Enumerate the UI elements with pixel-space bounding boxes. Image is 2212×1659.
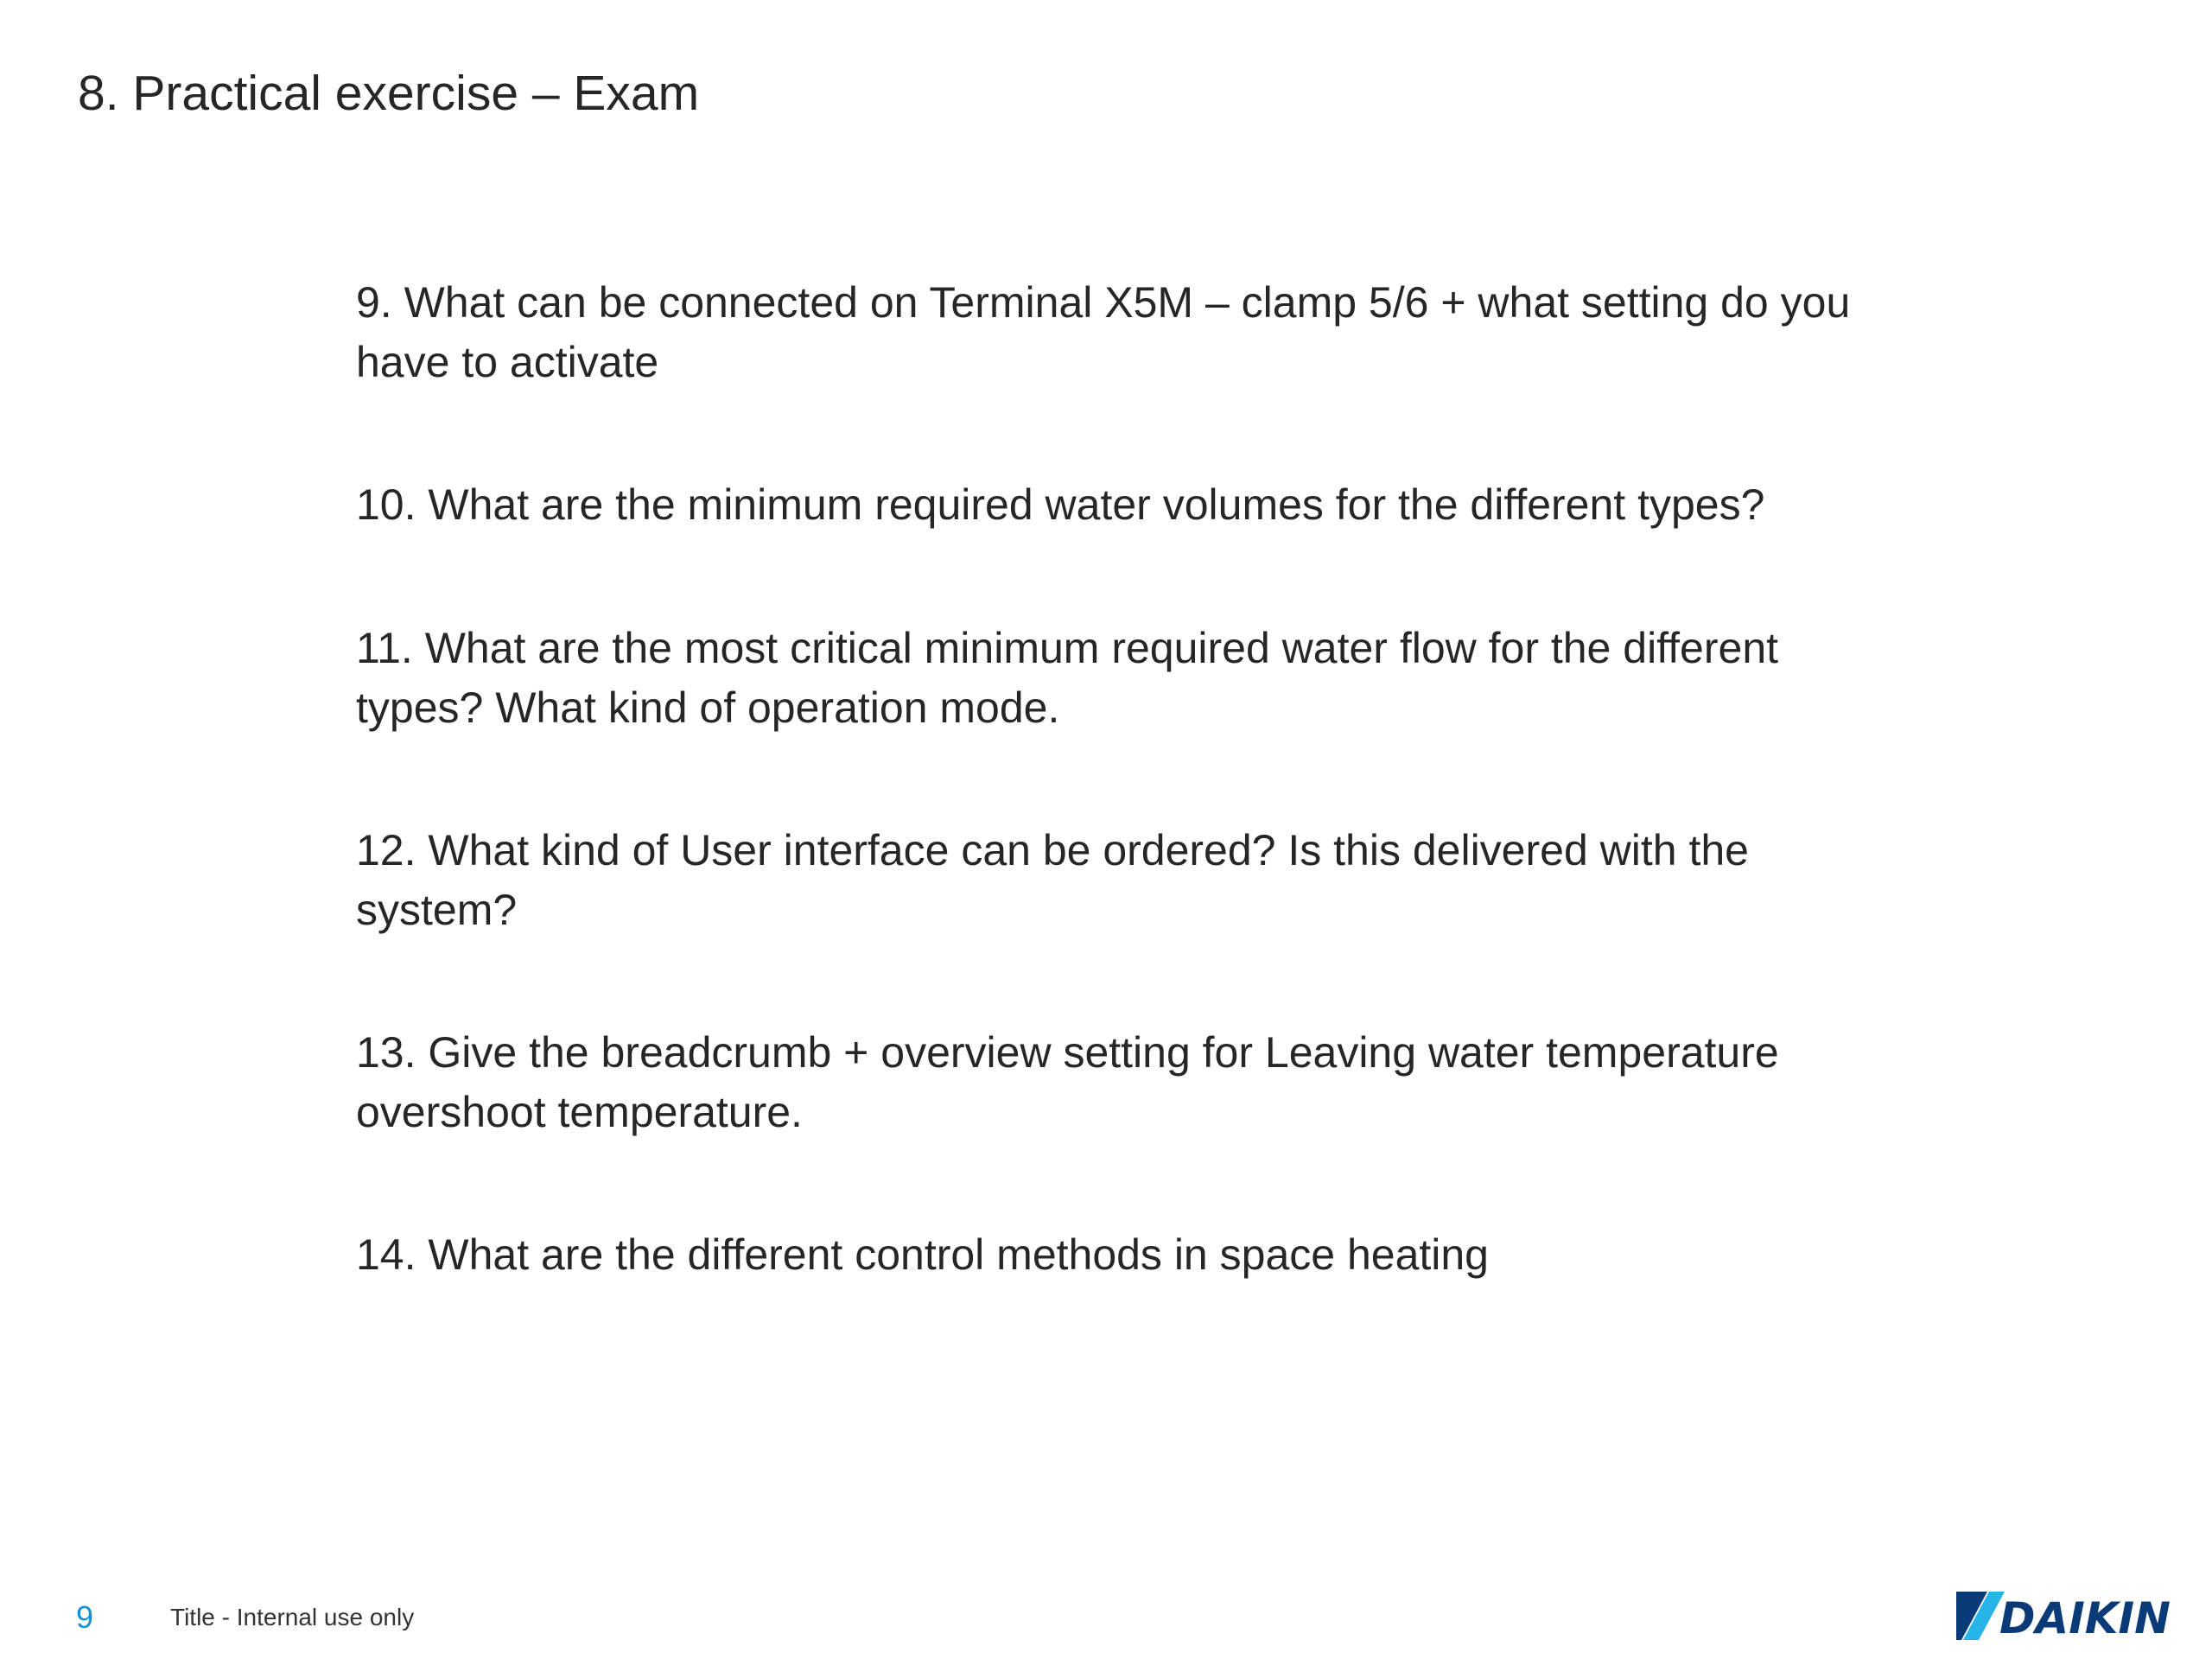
daikin-logo-icon bbox=[1955, 1588, 2184, 1643]
logo-text: DAIKIN bbox=[1999, 1593, 2171, 1643]
question-item: 12. What kind of User interface can be ordered? Is this delivered with the system? bbox=[356, 826, 1749, 934]
slide-title: 8. Practical exercise – Exam bbox=[78, 66, 700, 121]
question-item: 13. Give the breadcrumb + overview setting for Leaving water temperature overshoot temperature. bbox=[356, 1028, 1779, 1136]
question-item: 9. What can be connected on Terminal X5M – clamp 5/6 + what setting do you have to activate bbox=[356, 278, 1851, 386]
question-item: 11. What are the most critical minimum required water flow for the different types? What kind of operation mode. bbox=[356, 624, 1779, 732]
footer-text: Title - Internal use only bbox=[170, 1604, 415, 1630]
question-item: 10. What are the minimum required water volumes for the different types? bbox=[356, 480, 1765, 529]
page-number: 9 bbox=[76, 1599, 94, 1635]
question-item: 14. What are the different control methods in space heating bbox=[356, 1230, 1489, 1279]
daikin-logo bbox=[1955, 1588, 2184, 1643]
